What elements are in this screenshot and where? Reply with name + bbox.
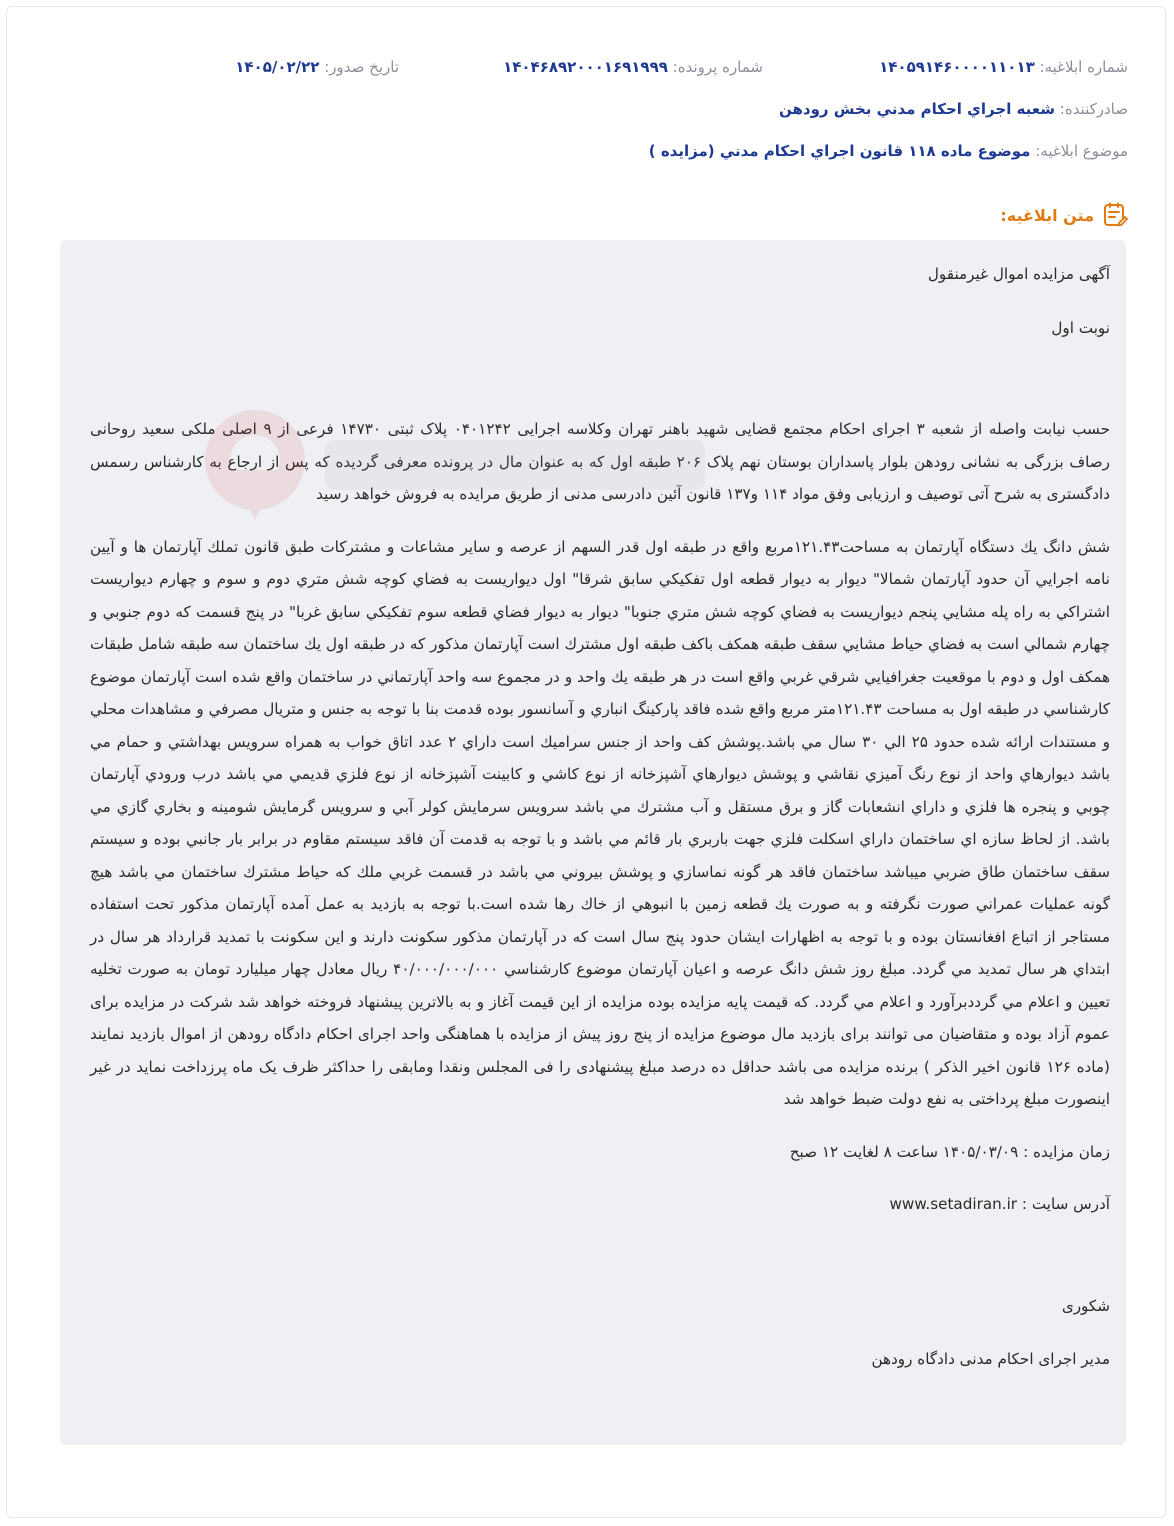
case-number-value: ۱۴۰۴۶۸۹۲۰۰۰۱۶۹۱۹۹۹: [503, 58, 668, 76]
auction-time: زمان مزایده : ۱۴۰۵/۰۳/۰۹ ساعت ۸ لغایت ۱۲ صبح: [789, 1142, 1110, 1161]
subject-line: [649, 142, 1128, 160]
auction-round: نوبت اول: [1051, 318, 1110, 337]
notice-number-value: ۱۴۰۵۹۱۴۶۰۰۰۰۱۱۰۱۳: [879, 58, 1035, 76]
signature-title: مدیر اجرای احکام مدنی دادگاه رودهن: [871, 1350, 1110, 1368]
notice-number-label: شماره ابلاغیه:: [1039, 58, 1128, 76]
notice-text-heading: [1000, 200, 1128, 230]
notice-text-title: متن ابلاغیه:: [1000, 205, 1094, 225]
issuer-value: شعبه اجراي احكام مدني بخش رودهن: [779, 100, 1055, 118]
site-address-label: آدرس سایت :: [1021, 1195, 1110, 1213]
case-number: [503, 58, 763, 76]
issuer-label: صادرکننده:: [1059, 100, 1128, 118]
notice-number: [879, 58, 1128, 76]
issue-date-label: تاریخ صدور:: [324, 58, 399, 76]
subject-value: موضوع ماده ۱۱۸ قانون اجراي احكام مدني (مزايده ): [648, 142, 1031, 160]
subject-label: موضوع ابلاغیه:: [1035, 142, 1128, 160]
issuer-line: [779, 100, 1128, 118]
document-note-icon: [1102, 202, 1128, 228]
notice-paragraph-intro: حسب نیابت واصله از شعبه ۳ اجرای احکام مجتمع قضایی شهید باهنر تهران وکلاسه اجرایی ۰۴۰۱۲۴۲ پلاک ثبتی ۱۴۷۳۰ فرعی از ۹ اصلی ملکی سعید روحانی رصاف بزرگی به نشانی رودهن بلوار پاسداران بوستان نهم پلاک ۲۰۶ طبقه اول که به عنوان مال در پرونده معرفی گردیده که پس از ارجاع به کارشناس رسمس دادگستری به شرح آتی توصیف و ارزیابی وفق مواد ۱۱۴ و۱۳۷ قانون آئین دادرسی مدنی از طریق مرایده به فروش خواهد رسید: [90, 420, 1110, 503]
site-address: [90, 1188, 1110, 1221]
issue-date: [235, 58, 399, 76]
notice-meta-row: [46, 58, 1128, 82]
notice-heading: آگهی مزایده اموال غیرمنقول: [927, 265, 1110, 283]
issue-date-value: ۱۴۰۵/۰۲/۲۲: [235, 58, 320, 76]
notice-body-panel: [60, 240, 1126, 1445]
notice-paragraph-property: شش دانگ يك دستگاه آپارتمان به مساحت۱۲۱.۴۳مربع واقع در طبقه اول قدر السهم از عرصه و ساير مشاعات و مشتركات طبق قانون تملك آپارتمان ها و آيين نامه اجرايي آن حدود آپارتمان شمالا" ديوار به ديوار قطعه اول تفكيكي سابق شرقا" اول ديواريست به فضاي كوچه شش متري دوم و سوم و چهارم ديواريست اشتراكي به راه پله مشايي پنجم ديواريست به فضاي كوچه شش متري جنوبا" ديوار به ديوار فضاي قطعه سوم تفكيكي سابق غربا" در پنج قسمت كه دوم جنوبي و چهارم شمالي است به فضاي حياط مشايي سقف طبقه همكف باكف طبقه اول مشترك است آپارتمان مذكور كه در طبقه اول يك ساختمان سه طبقه شامل طبقات همكف اول و دوم با موقعيت جغرافيايي شرقي غربي واقع است در هر طبقه يك واحد و در مجموع سه واحد آپارتماني در ساختمان واقع شده است آپارتمان موضوع كارشناسي در طبقه اول به مساحت ۱۲۱.۴۳متر مربع واقع شده فاقد پاركينگ انباري و آسانسور بوده قدمت بنا با توجه به جنس و متريال مصرفي و مشاهدات محلي و مستندات ارائه شده حدود ۲۵ الي ۳۰ سال مي باشد.پوشش كف واحد از جنس سراميك است داراي ۲ عدد اتاق خواب به همراه سرويس بهداشتي و حمام مي باشد ديوارهاي واحد از نوع رنگ آميزي نقاشي و پوشش ديوارهاي آشپزخانه از نوع كاشي و كابينت آشپزخانه از نوع فلزي قديمي مي باشد درب ورودي آپارتمان چوبي و پنجره ها فلزي و داراي انشعابات گاز و برق مستقل و آب مشترك مي باشد سرويس سرمايش كولر آبي و سرويس گرمايش شومينه و بخاري گازي مي باشد. از لحاظ سازه اي ساختمان داراي اسكلت فلزي جهت باربري بار قائم مي باشد و با توجه به قدمت آن فاقد سيستم مقاوم در برابر بار جانبي بوده و سيستم سقف ساختمان طاق ضربي ميباشد ساختمان فاقد هر گونه نماسازي و پوشش بيروني مي باشد در قسمت غربي ملك كه حياط مشترك ساختمان مي باشد هيچ گونه عمليات عمراني صورت نگرفته و به صورت يك قطعه زمين با انبوهي از خاك رها شده است.با توجه به بازديد به عمل آمده آپارتمان مذكور تحت استفاده مستاجر از اتباع افغانستان بوده و با توجه به اظهارات ايشان حدود پنج سال است كه در آپارتمان مذكور سكونت دارند و اين سكونت با تمديد قرارداد هر سال در ابتداي هر سال تمديد مي گردد. مبلغ روز شش دانگ عرصه و اعيان آپارتمان موضوع كارشناسي ۴۰/۰۰۰/۰۰۰/۰۰۰ ريال معادل چهار ميليارد تومان به صورت تخليه تعيين و اعلام مي گرددبرآورد و اعلام مي گردد. كه قیمت پایه مزایده بوده مزایده از این قیمت آغاز و به بالاترین پیشنهاد فروخته خواهد شد شرکت در مزایده برای عموم آزاد بوده و متقاضیان می توانند برای بازدید مال موضوع مزایده از پنج روز پیش از مزایده با هماهنگی واحد اجرای احکام دادگاه رودهن از اموال بازدید نمایند (ماده ۱۲۶ قانون اخیر الذکر ) برنده مزایده می باشد حداقل ده درصد مبلغ پیشنهادی را فی المجلس ونقدا ومابقی را حداکثر ظرف یک ماه پرزداخت نماید در غیر اینصورت مبلغ پرداختی به نفع دولت ضبط خواهد شد: [90, 537, 1110, 1108]
signature-name: شکوری: [1061, 1296, 1110, 1315]
case-number-label: شماره پرونده:: [672, 58, 763, 76]
site-url-link[interactable]: www.setadiran.ir: [889, 1195, 1018, 1213]
